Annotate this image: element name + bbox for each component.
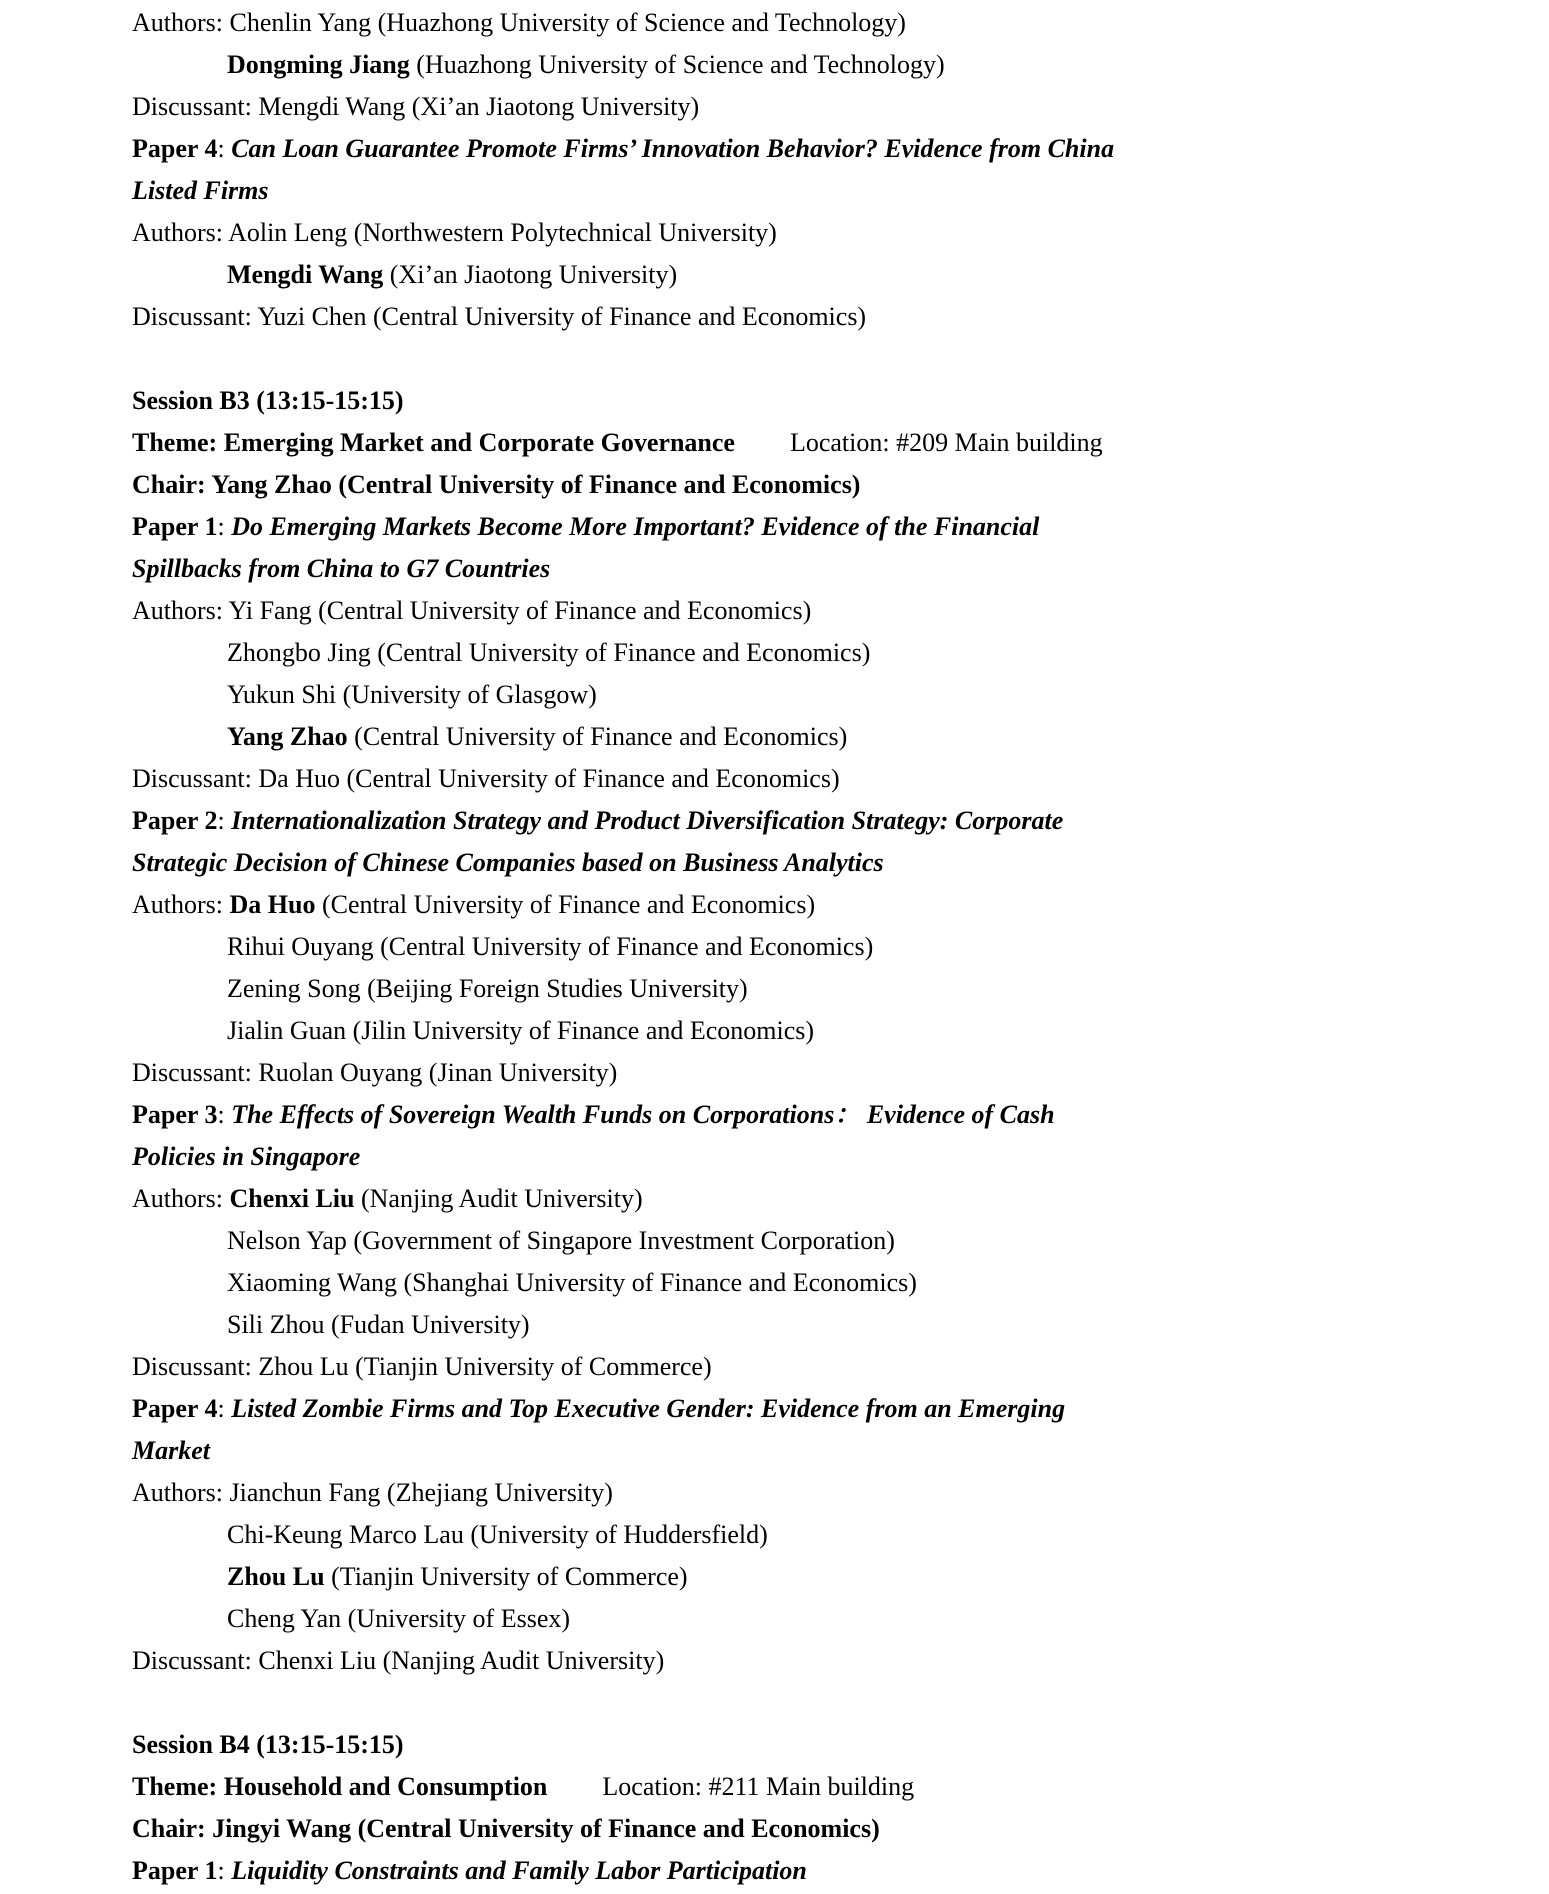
text-segment: (Central University of Finance and Economics) <box>347 722 848 751</box>
text-segment: Authors: <box>132 1184 230 1213</box>
text-segment: Chair: Yang Zhao (Central University of Finance and Economics) <box>132 470 861 499</box>
text-line <box>132 1388 1431 1430</box>
text-segment: Discussant: Da Huo (Central University of Finance and Economics) <box>132 764 840 793</box>
text-segment: : <box>217 512 232 541</box>
text-line <box>132 1766 1431 1808</box>
text-segment: Nelson Yap (Government of Singapore Investment Corporation) <box>227 1226 895 1255</box>
text-segment: Do Emerging Markets Become More Important? Evidence of the Financial <box>231 512 1040 541</box>
text-line <box>132 590 1431 632</box>
text-line <box>132 1052 1431 1094</box>
text-line <box>132 842 1431 884</box>
text-line <box>132 716 1431 758</box>
text-segment: Zhongbo Jing (Central University of Finance and Economics) <box>227 638 871 667</box>
text-segment: (Xi’an Jiaotong University) <box>383 260 678 289</box>
text-segment: Chenxi Liu <box>229 1184 355 1213</box>
text-line <box>132 758 1431 800</box>
text-line <box>132 212 1431 254</box>
document-body <box>132 2 1431 1892</box>
text-segment: Authors: Yi Fang (Central University of Finance and Economics) <box>132 596 812 625</box>
text-line <box>132 1262 1431 1304</box>
text-segment: Authors: Jianchun Fang (Zhejiang University) <box>132 1478 613 1507</box>
text-line <box>132 1850 1431 1892</box>
text-segment: Chi-Keung Marco Lau (University of Huddersfield) <box>227 1520 768 1549</box>
blank-line <box>132 1682 1431 1724</box>
text-segment: Authors: Chenlin Yang (Huazhong University of Science and Technology) <box>132 8 906 37</box>
text-segment: Paper 1 <box>132 512 218 541</box>
text-line <box>132 926 1431 968</box>
text-line <box>132 1724 1431 1766</box>
text-line <box>132 2 1431 44</box>
text-line <box>132 1136 1431 1178</box>
text-segment: : <box>217 806 232 835</box>
text-line <box>132 128 1431 170</box>
text-segment: Chair: Jingyi Wang (Central University of Finance and Economics) <box>132 1814 880 1843</box>
text-segment: The Effects of Sovereign Wealth Funds on Corporations： Evidence of Cash <box>231 1100 1055 1129</box>
text-segment: Yang Zhao <box>227 722 348 751</box>
text-segment: (Tianjin University of Commerce) <box>324 1562 688 1591</box>
text-line <box>132 86 1431 128</box>
text-line <box>132 1010 1431 1052</box>
text-segment: (Huazhong University of Science and Technology) <box>409 50 945 79</box>
text-segment: : <box>217 134 232 163</box>
text-line <box>132 1556 1431 1598</box>
text-segment: Listed Firms <box>132 176 269 205</box>
text-segment: Xiaoming Wang (Shanghai University of Finance and Economics) <box>227 1268 917 1297</box>
text-segment: Session B3 (13:15-15:15) <box>132 386 404 415</box>
text-segment: Paper 2 <box>132 806 218 835</box>
text-line <box>132 1430 1431 1472</box>
text-line <box>132 884 1431 926</box>
text-line <box>132 422 1431 464</box>
text-segment: Paper 1 <box>132 1856 218 1885</box>
text-segment: Location: #211 Main building <box>602 1772 915 1801</box>
text-line <box>132 1808 1431 1850</box>
text-segment: Discussant: Chenxi Liu (Nanjing Audit University) <box>132 1646 665 1675</box>
text-segment: Rihui Ouyang (Central University of Finance and Economics) <box>227 932 874 961</box>
text-segment: Dongming Jiang <box>227 50 410 79</box>
text-segment: Strategic Decision of Chinese Companies based on Business Analytics <box>132 848 884 877</box>
text-segment: Spillbacks from China to G7 Countries <box>132 554 551 583</box>
text-line <box>132 296 1431 338</box>
text-line <box>132 1514 1431 1556</box>
text-line <box>132 1640 1431 1682</box>
text-line <box>132 1178 1431 1220</box>
text-segment: Liquidity Constraints and Family Labor Participation <box>231 1856 807 1885</box>
text-segment: Mengdi Wang <box>227 260 384 289</box>
text-segment: Sili Zhou (Fudan University) <box>227 1310 530 1339</box>
text-segment: Session B4 (13:15-15:15) <box>132 1730 404 1759</box>
text-segment: Internationalization Strategy and Product Diversification Strategy: Corporate <box>231 806 1064 835</box>
text-segment: Discussant: Mengdi Wang (Xi’an Jiaotong University) <box>132 92 700 121</box>
text-segment: Theme: Household and Consumption <box>132 1772 548 1801</box>
text-segment: Policies in Singapore <box>132 1142 361 1171</box>
text-segment: : <box>217 1856 232 1885</box>
text-segment: Listed Zombie Firms and Top Executive Gender: Evidence from an Emerging <box>231 1394 1066 1423</box>
text-segment: Cheng Yan (University of Essex) <box>227 1604 571 1633</box>
text-line <box>132 44 1431 86</box>
text-segment: Yukun Shi (University of Glasgow) <box>227 680 597 709</box>
text-segment: Market <box>132 1436 210 1465</box>
text-segment: Paper 4 <box>132 134 218 163</box>
text-segment: Can Loan Guarantee Promote Firms’ Innovation Behavior? Evidence from China <box>231 134 1115 163</box>
text-segment: Discussant: Yuzi Chen (Central University of Finance and Economics) <box>132 302 867 331</box>
text-line <box>132 800 1431 842</box>
text-segment: Discussant: Ruolan Ouyang (Jinan University) <box>132 1058 618 1087</box>
text-line <box>132 464 1431 506</box>
text-segment: (Central University of Finance and Economics) <box>315 890 816 919</box>
text-line <box>132 1094 1431 1136</box>
text-line <box>132 1472 1431 1514</box>
text-segment: : <box>217 1394 232 1423</box>
text-line <box>132 380 1431 422</box>
text-segment: Da Huo <box>229 890 316 919</box>
text-line <box>132 254 1431 296</box>
text-line <box>132 1304 1431 1346</box>
text-segment: (Nanjing Audit University) <box>354 1184 643 1213</box>
text-segment: Jialin Guan (Jilin University of Finance and Economics) <box>227 1016 815 1045</box>
blank-line <box>132 338 1431 380</box>
text-line <box>132 674 1431 716</box>
text-line <box>132 968 1431 1010</box>
text-segment: Paper 4 <box>132 1394 218 1423</box>
text-segment: Theme: Emerging Market and Corporate Governance <box>132 428 735 457</box>
text-segment: Authors: Aolin Leng (Northwestern Polytechnical University) <box>132 218 777 247</box>
text-segment: Location: #209 Main building <box>789 428 1103 457</box>
text-segment: : <box>217 1100 232 1129</box>
text-line <box>132 506 1431 548</box>
text-segment: Authors: <box>132 890 230 919</box>
text-line <box>132 1346 1431 1388</box>
text-segment: Discussant: Zhou Lu (Tianjin University of Commerce) <box>132 1352 712 1381</box>
text-segment: Paper 3 <box>132 1100 218 1129</box>
text-line <box>132 632 1431 674</box>
text-line <box>132 1598 1431 1640</box>
text-segment: Zhou Lu <box>227 1562 325 1591</box>
text-line <box>132 548 1431 590</box>
text-line <box>132 1220 1431 1262</box>
text-line <box>132 170 1431 212</box>
text-segment: Zening Song (Beijing Foreign Studies University) <box>227 974 748 1003</box>
